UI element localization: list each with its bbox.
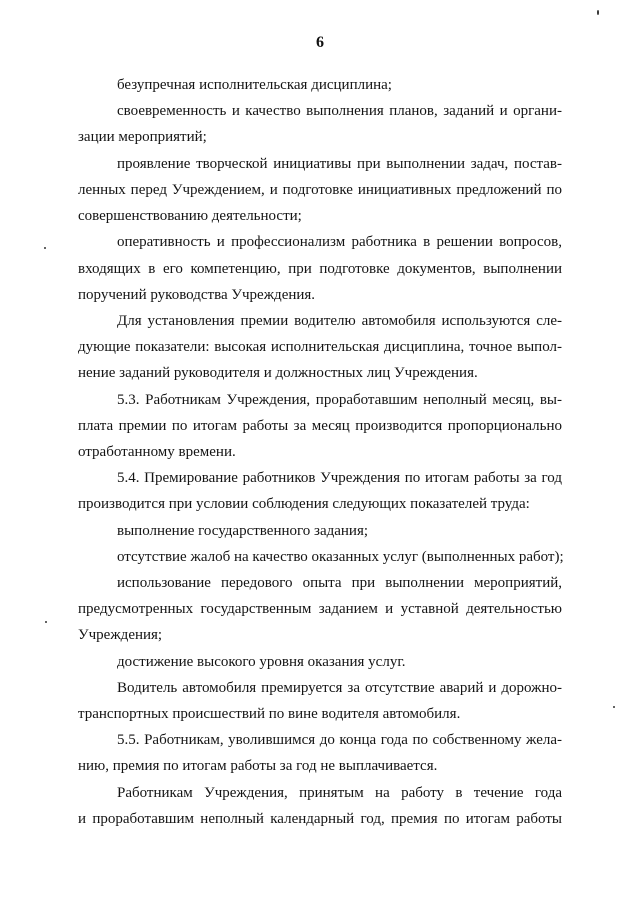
- text-line: проявление творческой инициативы при выполнении задач, постав-: [117, 156, 562, 172]
- page-number: 6: [316, 34, 324, 51]
- text-line: плата премии по итогам работы за месяц производится пропорционально: [78, 418, 562, 434]
- text-line: отсутствие жалоб на качество оказанных услуг (выполненных работ);: [117, 549, 564, 565]
- text-line: дующие показатели: высокая исполнительская дисциплина, точное выпол-: [78, 339, 562, 355]
- text-line: входящих в его компетенцию, при подготовке документов, выполнении: [78, 261, 562, 277]
- text-line: предусмотренных государственным заданием и уставной деятельностью: [78, 601, 562, 617]
- text-line: отработанному времени.: [78, 444, 236, 460]
- text-line: Работникам Учреждения, принятым на работу в течение года: [117, 785, 562, 801]
- text-line: безупречная исполнительская дисциплина;: [117, 77, 392, 93]
- text-line: нение заданий руководителя и должностных лиц Учреждения.: [78, 365, 478, 381]
- text-line: совершенствованию деятельности;: [78, 208, 302, 224]
- text-line: Учреждения;: [78, 627, 163, 643]
- text-line: выполнение государственного задания;: [117, 523, 369, 539]
- text-line: поручений руководства Учреждения.: [78, 287, 316, 303]
- text-line: транспортных происшествий по вине водителя автомобиля.: [78, 706, 461, 722]
- text-line: использование передового опыта при выполнении мероприятий,: [117, 575, 562, 591]
- scan-speck: [45, 621, 47, 623]
- text-line: ленных перед Учреждением, и подготовке инициативных предложений по: [78, 182, 562, 198]
- scan-speck: [44, 247, 46, 249]
- text-line: 5.5. Работникам, уволившимся до конца года по собственному жела-: [117, 732, 562, 748]
- text-line: своевременность и качество выполнения планов, заданий и органи-: [117, 103, 562, 119]
- text-line: нию, премия по итогам работы за год не выплачивается.: [78, 758, 438, 774]
- text-line: 5.4. Премирование работников Учреждения по итогам работы за год: [117, 470, 562, 486]
- scan-speck: [613, 706, 615, 708]
- text-line: Водитель автомобиля премируется за отсутствие аварий и дорожно-: [117, 680, 562, 696]
- text-line: Для установления премии водителю автомобиля используются сле-: [117, 313, 562, 329]
- text-line: зации мероприятий;: [78, 129, 207, 145]
- text-line: и проработавшим неполный календарный год, премия по итогам работы: [78, 811, 562, 827]
- text-line: 5.3. Работникам Учреждения, проработавшим неполный месяц, вы-: [117, 392, 562, 408]
- scan-speck: [597, 10, 599, 15]
- text-line: оперативность и профессионализм работника в решении вопросов,: [117, 234, 562, 250]
- text-line: достижение высокого уровня оказания услуг.: [117, 654, 406, 670]
- text-line: производится при условии соблюдения следующих показателей труда:: [78, 496, 530, 512]
